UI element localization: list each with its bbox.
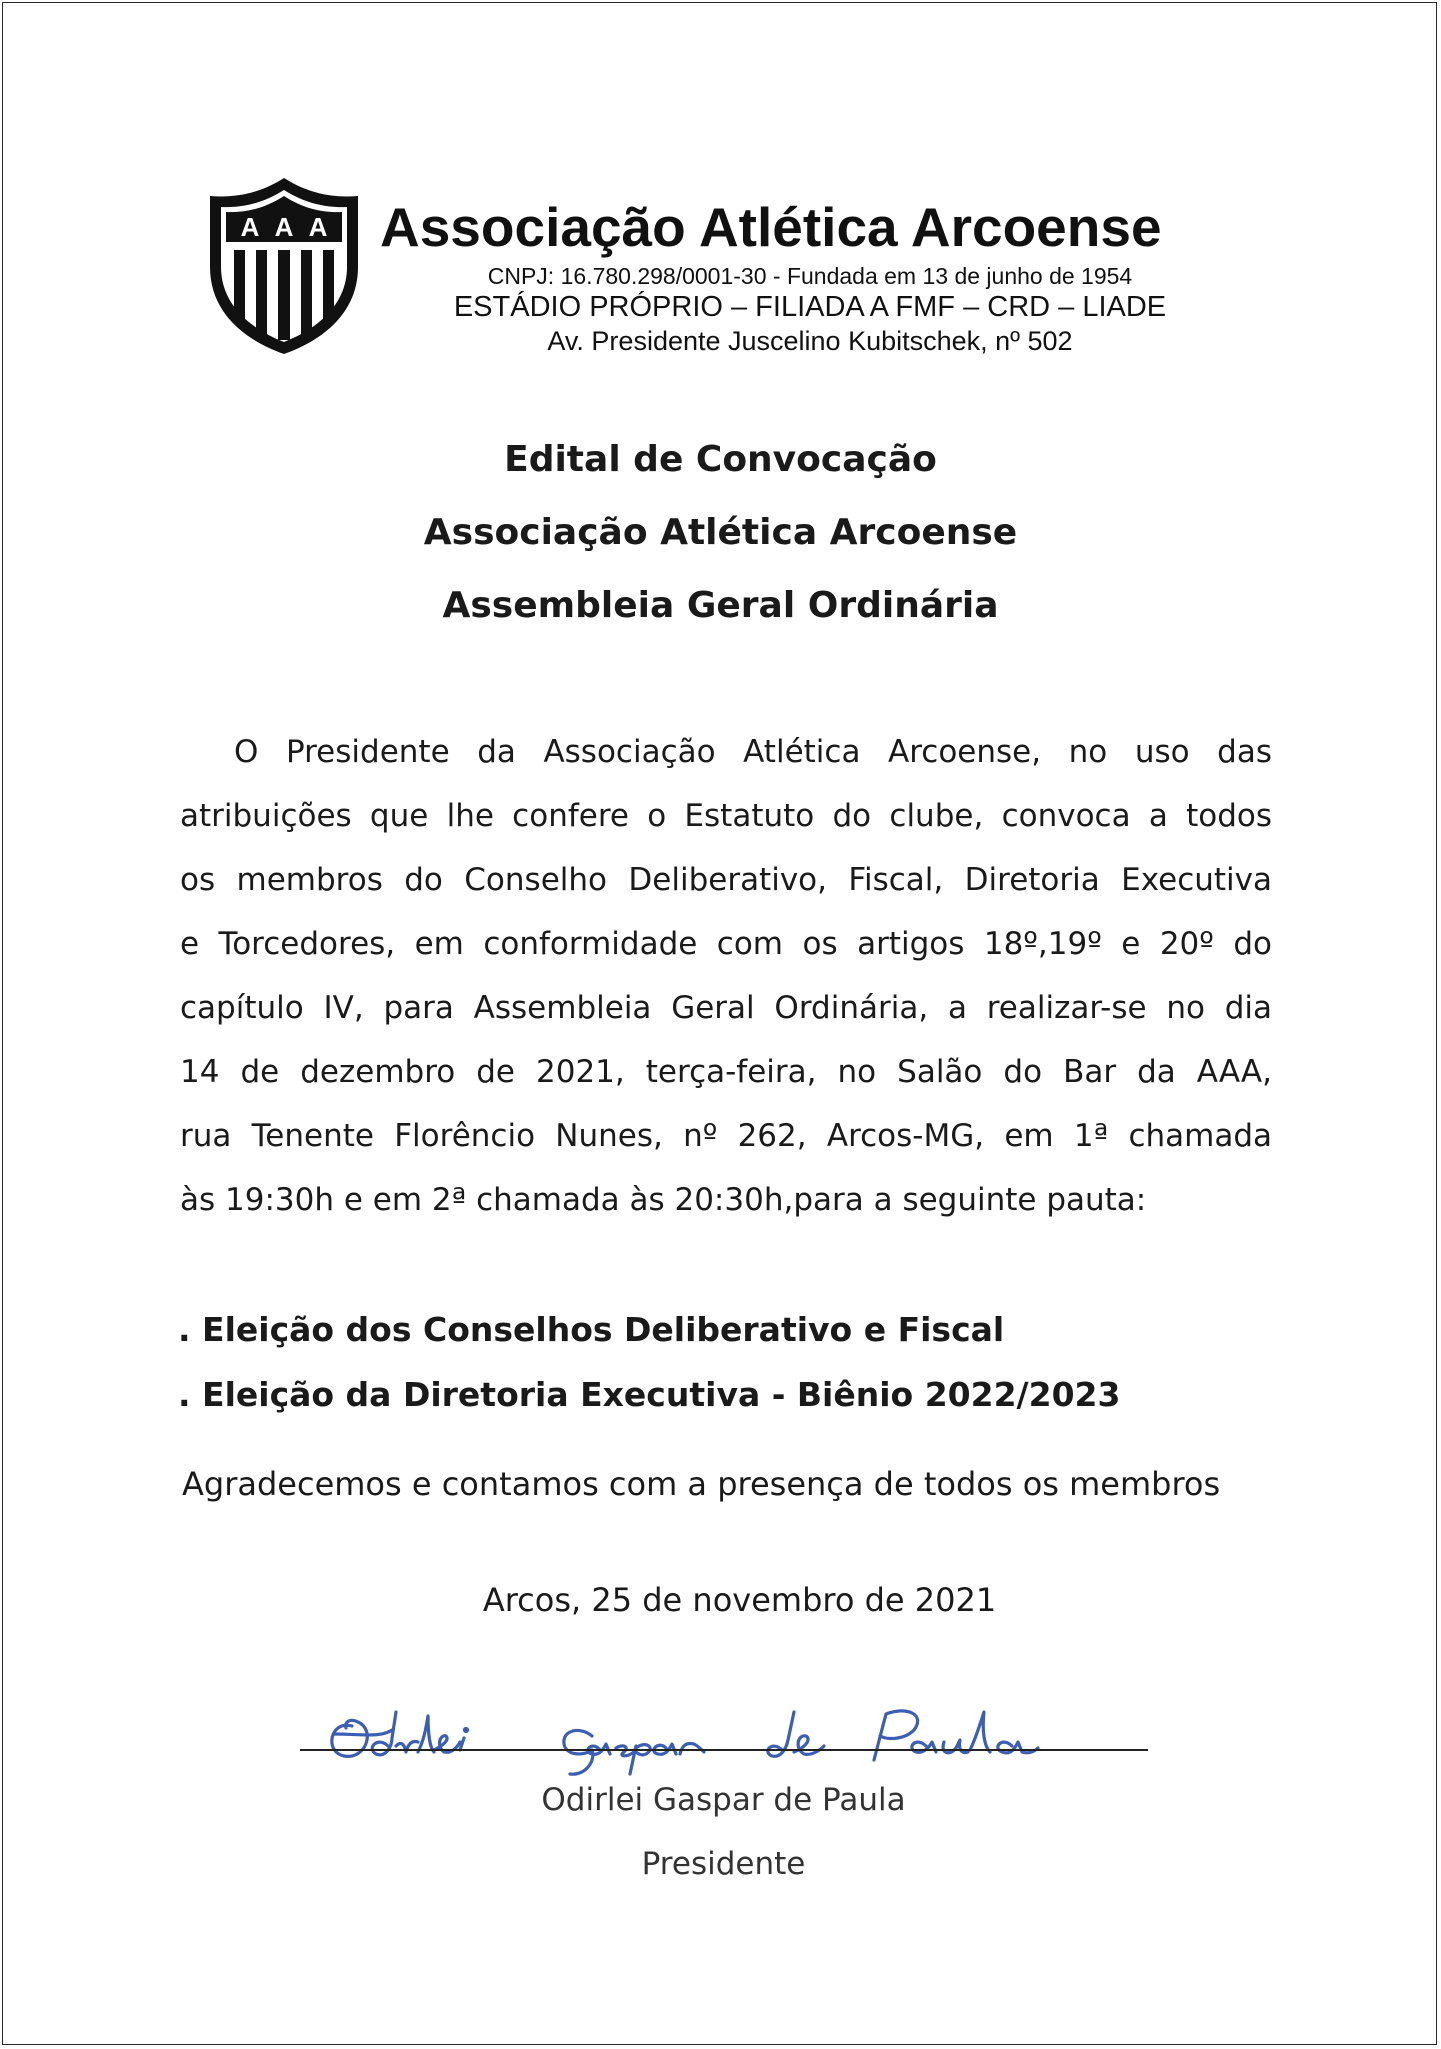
paragraph-line: rua Tenente Florêncio Nunes, nº 262, Arcos-MG, em 1ª chamada [180,1118,1272,1154]
paragraph-line: atribuições que lhe confere o Estatuto do clube, convoca a todos [180,798,1272,834]
paragraph-line: 14 de dezembro de 2021, terça-feira, no Salão do Bar da AAA, [180,1054,1272,1090]
paragraph-line: O Presidente da Associação Atlética Arcoense, no uso das [234,734,1272,770]
signer-name: Odirlei Gaspar de Paula [541,1782,906,1818]
agenda-item-councils: . Eleição dos Conselhos Deliberativo e Fiscal [178,1310,1005,1349]
closing-thanks: Agradecemos e contamos com a presença de todos os membros [182,1465,1221,1503]
crest-letter-a3: A [308,212,328,242]
crest-letter-a2: A [274,212,294,242]
stadium-line: ESTÁDIO PRÓPRIO – FILIADA A FMF – CRD – LIADE [453,291,1167,323]
address-line: Av. Presidente Juscelino Kubitschek, nº 502 [547,326,1073,356]
document-subtitle-assembly: Assembleia Geral Ordinária [442,585,999,626]
signature-line [300,1749,1148,1751]
crest-letter-a1: A [240,212,260,242]
paragraph-line: capítulo IV, para Assembleia Geral Ordinária, a realizar-se no dia [180,990,1272,1026]
agenda-item-executive-board: . Eleição da Diretoria Executiva - Biênio 2022/2023 [178,1375,1121,1414]
convocation-paragraph [180,720,1272,1232]
club-crest-logo [204,172,364,357]
paragraph-line: os membros do Conselho Deliberativo, Fiscal, Diretoria Executiva [180,862,1272,898]
paragraph-line: às 19:30h e em 2ª chamada às 20:30h,para a seguinte pauta: [180,1182,1147,1218]
document-title: Edital de Convocação [504,439,937,480]
signer-role: Presidente [641,1846,806,1882]
cnpj-line: CNPJ: 16.780.298/0001-30 - Fundada em 13 de junho de 1954 [487,263,1133,289]
document-subtitle-club: Associação Atlética Arcoense [423,512,1018,553]
club-name-heading: Associação Atlética Arcoense [380,196,1162,258]
paragraph-line: e Torcedores, em conformidade com os artigos 18º,19º e 20º do [180,926,1272,962]
place-and-date: Arcos, 25 de novembro de 2021 [482,1581,997,1619]
